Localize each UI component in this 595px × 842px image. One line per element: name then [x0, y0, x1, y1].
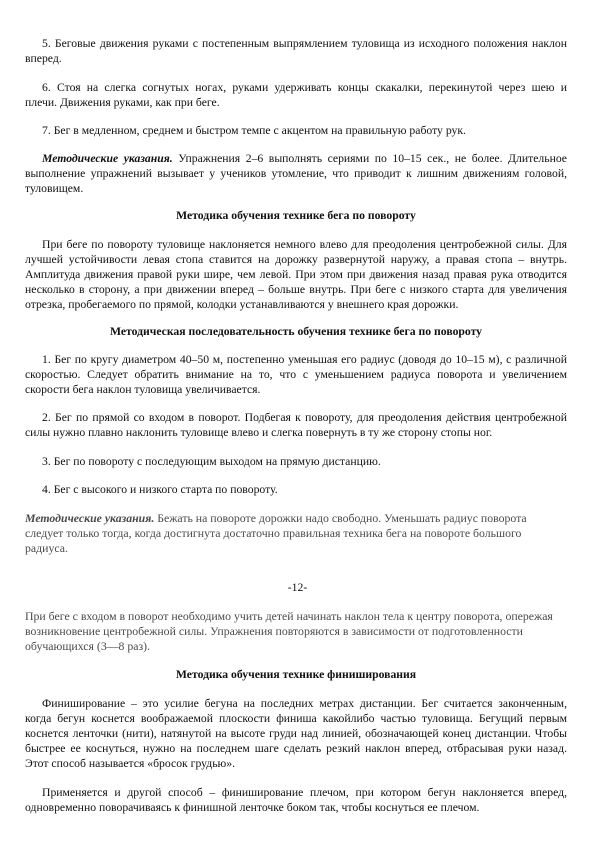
section-heading-finishing: [25, 667, 567, 682]
text-line: 4. Бег с высокого и низкого старта по повороту.: [42, 483, 278, 496]
page-number-text: -12-: [287, 581, 308, 594]
text-line: следует только тогда, когда достигнута достаточно правильная техника бега на повороте большого: [25, 526, 522, 540]
text-line: вперед.: [25, 52, 62, 65]
methodical-note-paragraph: [25, 151, 567, 196]
heading-text: Методика обучения технике бега по повороту: [176, 209, 416, 222]
text-line: [25, 511, 567, 526]
finishing-paragraph-1: [25, 696, 567, 771]
sequence-step-2: [25, 410, 567, 440]
text-line: отрезка, пробегаемого по прямой, колодки устанавливаются у внешнего края дорожки.: [25, 298, 459, 311]
text-line: силы нужно плавно наклонить туловище влево и слегка повернуть в ту же сторону стопы ног.: [25, 426, 493, 439]
text-line: скоростью. Следует обратить внимание на то, что с уменьшением радиуса поворота и увеличением: [25, 368, 567, 381]
text-line: 6. Стоя на слегка согнутых ногах, руками удерживать концы скакалки, перекинутой через шею и: [42, 81, 567, 94]
text-line: выполнение упражнений вызывает у учеников утомление, что приводит к лишним движениям головой,: [25, 167, 567, 180]
section-heading-turn-technique: [25, 208, 567, 223]
text-line: быстрее ее коснуться, нужно на последнем шаге сделать резкий наклон вперед, отбрасывая руки назад.: [25, 742, 567, 755]
text-line: одновременно поворачиваясь к финишной ленточке боком так, чтобы коснуться ее плечом.: [25, 801, 480, 814]
sequence-step-4: [25, 482, 567, 497]
text-line: несколько в сторону, а при движении вперед – больше внутрь. При беге с низкого старта для увеличения: [25, 283, 567, 296]
note-label: Методические указания.: [42, 152, 173, 165]
text-line: когда бегун коснется воображаемой плоскости финиша какойлибо частью туловища. Бегущий первым: [25, 712, 567, 725]
heading-text: Методическая последовательность обучения технике бега по повороту: [109, 325, 483, 338]
text-line: 2. Бег по прямой со входом в поворот. Подбегая к повороту, для преодоления действия центробежной: [42, 411, 567, 424]
text-line: Применяется и другой способ – финиширование плечом, при котором бегун наклоняется вперед,: [42, 786, 567, 799]
exercise-6-paragraph: [25, 80, 567, 110]
text-line: возникновение центробежной силы. Упражнения повторяются в зависимости от подготовленности: [25, 624, 523, 638]
text-line: Финиширование – это усилие бегуна на последних метрах дистанции. Бег считается законченным,: [42, 697, 567, 710]
sequence-step-1: [25, 352, 567, 397]
continuation-paragraph: [25, 609, 567, 654]
text-line: Этот способ называется «бросок грудью».: [25, 757, 236, 770]
note-label: Методические указания.: [25, 511, 155, 525]
text-line: 7. Бег в медленном, среднем и быстром темпе с акцентом на правильную работу рук.: [42, 124, 466, 137]
text-line: лучшей устойчивости левая стопа ставится на дорожку развернутой наружу, а правая стопа – внутрь.: [25, 253, 567, 266]
text-line: плечи. Движения руками, как при беге.: [25, 96, 220, 109]
page-number: [0, 580, 595, 595]
note-text: Бежать на повороте дорожки надо свободно. Уменьшать радиус поворота: [157, 511, 527, 525]
text-line: При беге с входом в поворот необходимо учить детей начинать наклон тела к центру поворота, опережая: [25, 609, 553, 623]
exercise-5-paragraph: [25, 36, 567, 66]
note-text: Упражнения 2–6 выполнять сериями по 10–15 сек., не более. Длительное: [178, 152, 567, 165]
methodical-note-paragraph: [25, 511, 567, 556]
finishing-paragraph-2: [25, 785, 567, 815]
text-line: обучающихся (3—8 раз).: [25, 639, 151, 653]
heading-text: Методика обучения технике финиширования: [175, 668, 417, 681]
turn-technique-paragraph: [25, 237, 567, 312]
text-line: коснется ленточки (нити), натянутой на высоте груди над линией, обозначающей конец дистанции. Чтобы: [25, 727, 567, 740]
section-heading-teaching-sequence: [25, 324, 567, 339]
text-line: Амплитуда движения правой руки шире, чем левой. При этом при движения назад правая рука отводится: [25, 268, 567, 281]
text-line: 1. Бег по кругу диаметром 40–50 м, постепенно уменьшая его радиус (доводя до 10–15 м), с различной: [42, 353, 567, 366]
sequence-step-3: [25, 454, 567, 469]
text-line: 5. Беговые движения руками с постепенным выпрямлением туловища из исходного положения наклон: [42, 37, 567, 50]
text-line: [25, 151, 567, 166]
text-line: скорости бега наклон туловища увеличивается.: [25, 383, 261, 396]
text-line: туловищем.: [25, 182, 84, 195]
text-line: 3. Бег по повороту с последующим выходом на прямую дистанцию.: [42, 455, 381, 468]
exercise-7-paragraph: [25, 123, 567, 138]
text-line: При беге по повороту туловище наклоняется немного влево для преодоления центробежной силы. Для: [42, 238, 567, 251]
text-line: радиуса.: [25, 541, 68, 555]
